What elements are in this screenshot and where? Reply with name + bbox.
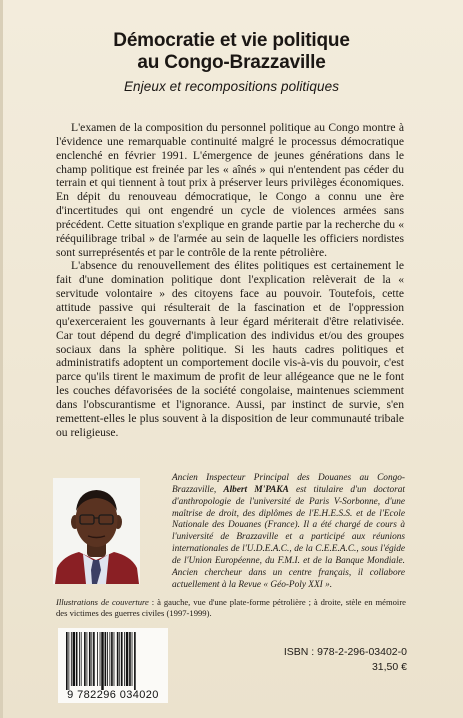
author-bio xyxy=(172,473,405,591)
author-bio-intro: Ancien Inspecteur Principal des Douanes au Congo-Brazzaville, xyxy=(172,473,405,495)
barcode-digits: 9 782296 034020 xyxy=(67,689,159,701)
book-title xyxy=(0,30,463,74)
title-block xyxy=(0,30,463,94)
author-portrait-icon xyxy=(53,478,140,584)
credits-text: : à gauche, vue d'une plate-forme pétrolière ; à droite, stèle en mémoire des victimes des guerres civiles (1997-1999). xyxy=(56,597,406,618)
book-subtitle: Enjeux et recompositions politiques xyxy=(123,79,340,94)
barcode-bars-icon xyxy=(58,628,168,690)
author-photo xyxy=(53,478,140,584)
synopsis-paragraph-2: L'absence du renouvellement des élites politiques est certainement le fait d'une domination politique dont l'explication relèverait de la « servitude volontaire » des citoyens face au pouvoir. Toutefois, cette attitude passive qui résulterait de la fascination et de l'oppression qu'exerceraient les gouvernants à leur égard mériterait d'être relativisée. Car tout dépend du degré d'implication des individus et/ou des groupes sociaux dans la sphère politique. Si les hauts cadres politiques et administratifs adoptent un comportement docile vis-à-vis du pouvoir, c'est parce qu'ils tirent le maximum de profit de leur allégeance que ne le font les couches défavorisées de la société congolaise, maintenues sciemment dans l'obscurantisme et l'ignorance. Aussi, par instinct de survie, s'en remettent-elles le plus souvent à la disposition de leur communauté tribale ou religieuse. xyxy=(56,259,404,439)
price: 31,50 € xyxy=(371,661,407,673)
synopsis xyxy=(56,121,404,439)
book-title-line2: au Congo-Brazzaville xyxy=(137,52,326,73)
synopsis-paragraph-1: L'examen de la composition du personnel politique au Congo montre à l'évidence une remarquable continuité malgré le processus démocratique enclenché en février 1991. L'émergence de jeunes générations dans le champ politique est freinée par les « aînés » qui n'entendent pas céder du terrain et qui tiennent à tout prix à préserver leurs privilèges économiques. En dépit du renouveau démocratique, le Congo a connu une ère d'incertitudes qui ont engendré un cycle de violences armées sans précédent. Cette situation s'explique en grande partie par la recherche du « rééquilibrage tribal » de l'armée au sein de laquelle les officiers nordistes sont surreprésentés et par le contrôle de la rente pétrolière. xyxy=(56,121,404,259)
book-title-line1: Démocratie et vie politique xyxy=(113,30,350,51)
author-name: Albert M'PAKA xyxy=(223,484,289,495)
barcode xyxy=(58,628,168,703)
credits-label: Illustrations de couverture xyxy=(56,597,149,607)
isbn: ISBN : 978-2-296-03402-0 xyxy=(283,646,407,658)
cover-illustration-credits xyxy=(56,597,406,619)
author-bio-details: est titulaire d'un doctorat d'anthropologie de l'université de Paris V-Sorbonne, d'une maîtrise de droit, des diplômes de l'E.H.E.S.S. et de l'Ecole Nationale des Douanes (France). Il a été chargé de cours à l'université de Brazzaville et a participé aux réunions internationales de l'U.D.E.A.C., de la C.E.E.A.C., sous l'égide de l'Union Européenne, du F.M.I. et de la Banque Mondiale. Ancien chercheur dans un centre français, il collabore actuellement à la Revue « Géo-Poly XXI ». xyxy=(172,484,406,590)
